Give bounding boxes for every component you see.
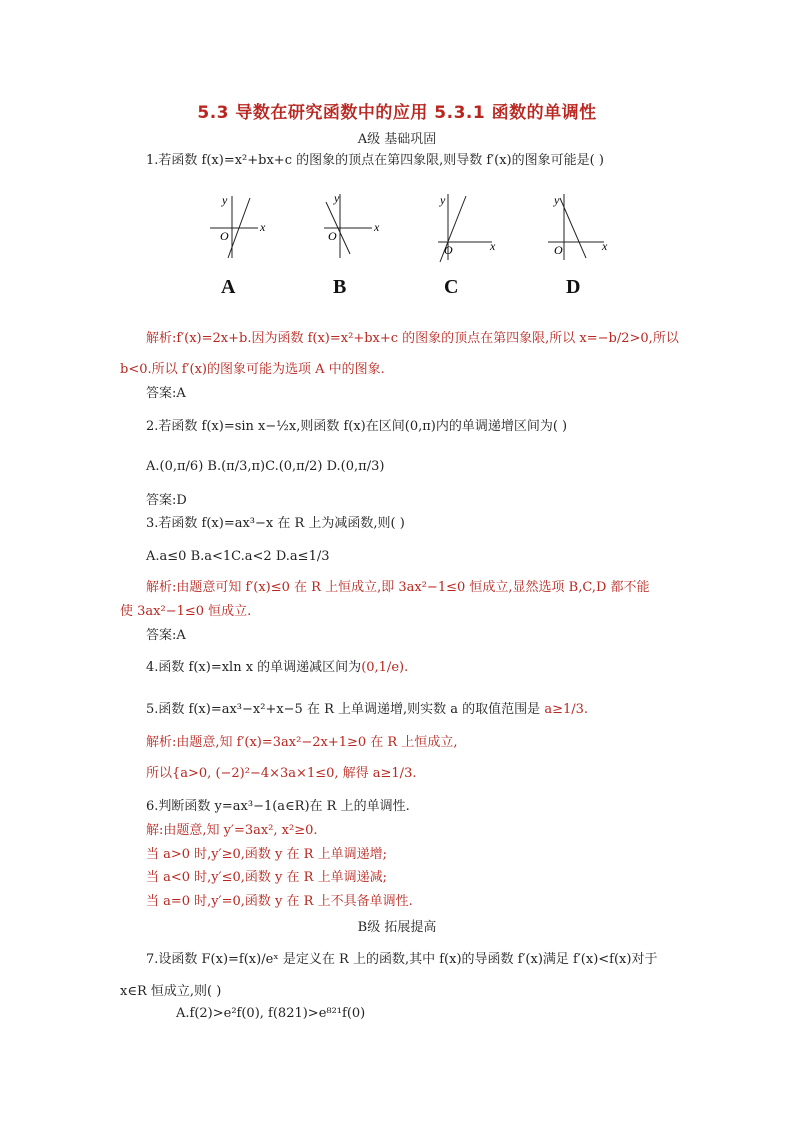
q1-panel-label-d: D bbox=[566, 276, 581, 298]
q5-question bbox=[146, 701, 588, 719]
graph-a-x-label: x bbox=[260, 220, 266, 234]
q6-case-positive: 当 a>0 时,y′≥0,函数 y 在 R 上单调递增; bbox=[146, 847, 387, 862]
graph-d-origin: O bbox=[554, 243, 563, 257]
q5-analysis-line1: 解析:由题意,知 f′(x)=3ax²−2x+1≥0 在 R 上恒成立, bbox=[146, 735, 458, 750]
page-title: 5.3 导数在研究函数中的应用 5.3.1 函数的单调性 bbox=[197, 103, 597, 123]
q1-answer: 答案:A bbox=[146, 386, 186, 401]
q6-question: 6.判断函数 y=ax³−1(a∈R)在 R 上的单调性. bbox=[146, 799, 410, 814]
graph-b-origin: O bbox=[328, 229, 337, 243]
graph-d bbox=[548, 193, 608, 260]
q7-option-a: A.f(2)>e²f(0), f(821)>e⁸²¹f(0) bbox=[176, 1006, 366, 1021]
q1-analysis-line1: 解析:f′(x)=2x+b.因为函数 f(x)=x²+bx+c 的图象的顶点在第四象限,所以 x=−b/2>0,所以 bbox=[146, 331, 679, 346]
q6-solution: 解:由题意,知 y′=3ax², x²≥0. bbox=[146, 823, 318, 838]
q5-answer: a≥1/3. bbox=[544, 702, 589, 717]
q3-question: 3.若函数 f(x)=ax³−x 在 R 上为减函数,则( ) bbox=[146, 516, 405, 531]
q1-panel-label-c: C bbox=[444, 276, 459, 298]
q5-analysis-line2: 所以{a>0, (−2)²−4×3a×1≤0, 解得 a≥1/3. bbox=[146, 766, 417, 781]
q7-question-line2: x∈R 恒成立,则( ) bbox=[120, 984, 222, 999]
q3-options: A.a≤0 B.a<1C.a<2 D.a≤1/3 bbox=[146, 549, 330, 564]
q1-graphs bbox=[200, 188, 630, 268]
q3-analysis-line2: 使 3ax²−1≤0 恒成立. bbox=[120, 604, 252, 619]
q3-analysis-line1: 解析:由题意可知 f′(x)≤0 在 R 上恒成立,即 3ax²−1≤0 恒成立,显然选项 B,C,D 都不能 bbox=[146, 580, 650, 595]
graph-b-y-label: y bbox=[334, 191, 340, 205]
section-level-b: B级 拓展提高 bbox=[357, 920, 437, 935]
graph-a-origin: O bbox=[220, 229, 229, 243]
graph-a bbox=[210, 193, 266, 258]
q6-case-negative: 当 a<0 时,y′≤0,函数 y 在 R 上单调递减; bbox=[146, 870, 387, 885]
q3-answer: 答案:A bbox=[146, 628, 186, 643]
graph-d-x-label: x bbox=[602, 239, 608, 253]
graph-a-y-label: y bbox=[222, 193, 228, 207]
graph-c bbox=[438, 193, 496, 262]
q4-question-text: 4.函数 f(x)=xln x 的单调递减区间为 bbox=[146, 660, 362, 675]
q1-question: 1.若函数 f(x)=x²+bx+c 的图象的顶点在第四象限,则导数 f′(x)的图象可能是( ) bbox=[146, 153, 604, 168]
graph-c-x-label: x bbox=[490, 239, 496, 253]
q7-question-line1: 7.设函数 F(x)=f(x)/eˣ 是定义在 R 上的函数,其中 f(x)的导函数 f′(x)满足 f′(x)<f(x)对于 bbox=[146, 952, 658, 967]
q5-question-text: 5.函数 f(x)=ax³−x²+x−5 在 R 上单调递增,则实数 a 的取值范围是 bbox=[146, 702, 541, 717]
q1-panel-label-a: A bbox=[221, 276, 236, 298]
q1-panel-label-b: B bbox=[333, 276, 347, 298]
graph-d-y-label: y bbox=[554, 193, 560, 207]
q2-question: 2.若函数 f(x)=sin x−½x,则函数 f(x)在区间(0,π)内的单调递增区间为( ) bbox=[146, 419, 568, 434]
section-level-a: A级 基础巩固 bbox=[357, 132, 437, 147]
graph-b bbox=[324, 191, 380, 258]
q2-answer: 答案:D bbox=[146, 493, 187, 508]
graph-c-origin: O bbox=[444, 243, 453, 257]
q4-answer: (0,1/e). bbox=[361, 660, 409, 675]
q2-options: A.(0,π/6) B.(π/3,π)C.(0,π/2) D.(0,π/3) bbox=[146, 459, 385, 474]
graph-c-y-label: y bbox=[440, 193, 446, 207]
q4-question bbox=[146, 659, 408, 677]
graph-b-x-label: x bbox=[374, 220, 380, 234]
q1-analysis-line2: b<0.所以 f′(x)的图象可能为选项 A 中的图象. bbox=[120, 362, 385, 377]
q6-case-zero: 当 a=0 时,y′=0,函数 y 在 R 上不具备单调性. bbox=[146, 894, 413, 909]
